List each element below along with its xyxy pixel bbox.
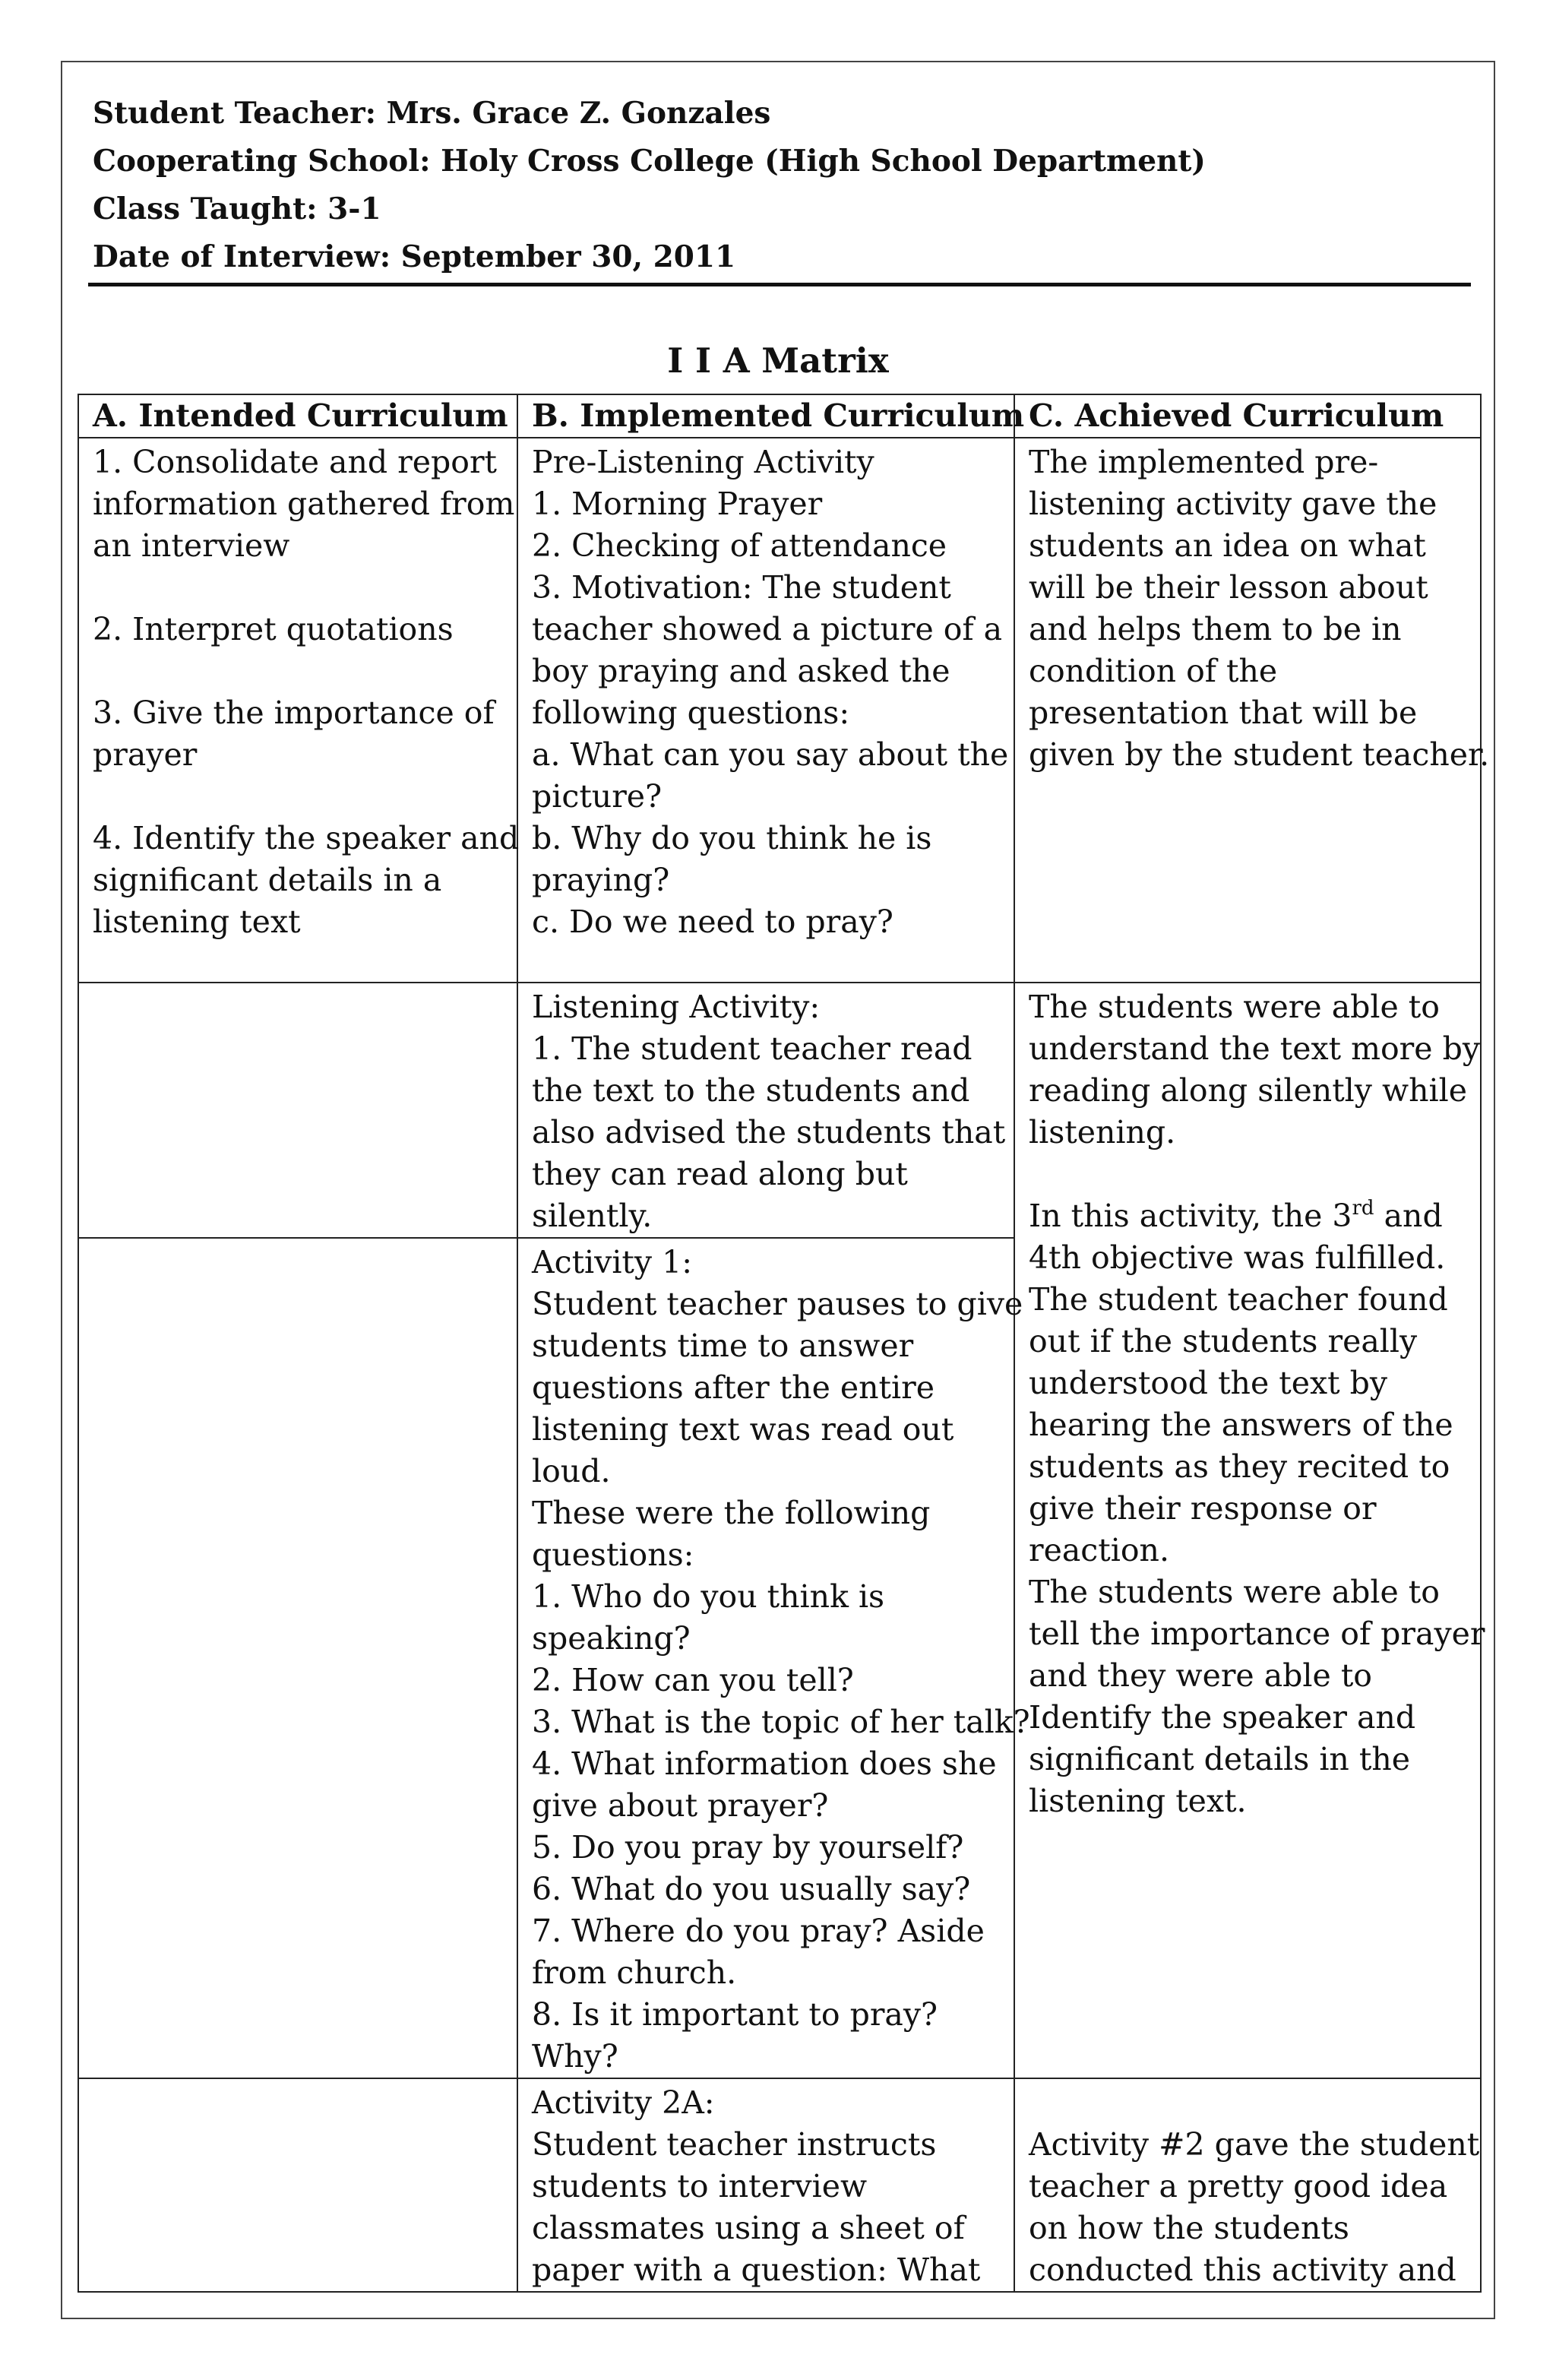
table-row bbox=[78, 438, 1481, 983]
text-line: Activity 2A: bbox=[532, 2084, 715, 2121]
text-line: Why? bbox=[532, 2038, 618, 2075]
text-line: students to interview bbox=[532, 2168, 868, 2204]
text-line: 6. What do you usually say? bbox=[532, 1871, 971, 1907]
text-line: teacher showed a picture of a bbox=[532, 611, 1003, 647]
text-line: These were the following bbox=[532, 1495, 931, 1531]
text-line: Activity #2 gave the student bbox=[1029, 2126, 1480, 2163]
student-teacher-line: Student Teacher: Mrs. Grace Z. Gonzales bbox=[93, 96, 771, 131]
text-line: give their response or bbox=[1029, 1490, 1377, 1527]
text-line: The implemented pre- bbox=[1029, 444, 1379, 480]
text-line: reaction. bbox=[1029, 1532, 1169, 1568]
text-line: Listening Activity: bbox=[532, 989, 821, 1025]
text-line: presentation that will be bbox=[1029, 695, 1418, 731]
text-line: condition of the bbox=[1029, 653, 1278, 689]
listening-achieved-cell bbox=[1014, 983, 1485, 2078]
class-taught-line: Class Taught: 3-1 bbox=[93, 191, 381, 226]
table-row bbox=[78, 983, 1481, 1238]
column-header-implemented: B. Implemented Curriculum bbox=[517, 394, 1014, 438]
iia-matrix-table bbox=[77, 394, 1490, 2293]
text-line: hearing the answers of the bbox=[1029, 1407, 1453, 1443]
cooperating-school-line: Cooperating School: Holy Cross College (High School Department) bbox=[93, 144, 1206, 179]
text-line: following questions: bbox=[532, 695, 850, 731]
text-line: tell the importance of prayer bbox=[1029, 1616, 1485, 1652]
document-header bbox=[93, 90, 1468, 281]
text-line: 3. Give the importance of bbox=[93, 695, 495, 731]
activity-1-cell bbox=[517, 1238, 1030, 2078]
text-line: information gathered from bbox=[93, 486, 515, 522]
text-line: speaking? bbox=[532, 1620, 691, 1657]
text-line: Identify the speaker and bbox=[1029, 1699, 1416, 1736]
activity-2-achieved-cell bbox=[1014, 2078, 1481, 2292]
text-line: students time to answer bbox=[532, 1328, 914, 1364]
text-line: a. What can you say about the bbox=[532, 736, 1009, 773]
text-line: Pre-Listening Activity bbox=[532, 444, 874, 480]
text-line: praying? bbox=[532, 862, 670, 898]
text-line: picture? bbox=[532, 778, 663, 815]
text-line: questions after the entire bbox=[532, 1369, 935, 1406]
text-line: listening. bbox=[1029, 1114, 1176, 1150]
column-header-achieved: C. Achieved Curriculum bbox=[1014, 394, 1481, 438]
text-line: 1. Morning Prayer bbox=[532, 486, 823, 522]
date-of-interview-line: Date of Interview: September 30, 2011 bbox=[93, 239, 736, 274]
text-line: paper with a question: What bbox=[532, 2252, 981, 2288]
listening-activity-cell bbox=[517, 983, 1014, 1238]
text-line: 4. Identify the speaker and bbox=[93, 820, 520, 856]
text-line: the text to the students and bbox=[532, 1072, 970, 1109]
text-line: 4. What information does she bbox=[532, 1745, 997, 1782]
matrix-title: I I A Matrix bbox=[667, 340, 889, 381]
text-line: teacher a pretty good idea bbox=[1029, 2168, 1448, 2204]
text-line: they can read along but bbox=[532, 1156, 908, 1192]
text-line: c. Do we need to pray? bbox=[532, 904, 893, 940]
empty-intended-cell bbox=[78, 983, 517, 1238]
text-line: 5. Do you pray by yourself? bbox=[532, 1829, 964, 1866]
ordinal-superscript: rd bbox=[1352, 1197, 1374, 1220]
column-header-intended: A. Intended Curriculum bbox=[78, 394, 517, 438]
table-header-row bbox=[78, 394, 1481, 438]
text-line: given by the student teacher. bbox=[1029, 736, 1490, 773]
text-line: and they were able to bbox=[1029, 1657, 1372, 1694]
text-line: boy praying and asked the bbox=[532, 653, 950, 689]
intended-objectives-cell bbox=[78, 438, 520, 983]
text-line: understand the text more by bbox=[1029, 1030, 1480, 1067]
text-line: conducted this activity and bbox=[1029, 2252, 1456, 2288]
text-line: from church. bbox=[532, 1954, 737, 1991]
text-line: an interview bbox=[93, 527, 290, 564]
empty-intended-cell bbox=[78, 2078, 517, 2292]
objective-prefix: In this activity, the 3 bbox=[1029, 1198, 1352, 1234]
objective-suffix: and bbox=[1374, 1198, 1443, 1234]
text-line: questions: bbox=[532, 1537, 694, 1573]
text-line: 3. Motivation: The student bbox=[532, 569, 951, 606]
empty-intended-cell bbox=[78, 1238, 517, 2078]
text-line: The students were able to bbox=[1029, 1574, 1440, 1610]
text-line: listening text. bbox=[1029, 1783, 1247, 1819]
table-row bbox=[78, 2078, 1481, 2292]
text-line: 3. What is the topic of her talk? bbox=[532, 1704, 1030, 1740]
text-line: silently. bbox=[532, 1198, 653, 1234]
text-line: Activity 1: bbox=[532, 1244, 693, 1280]
text-line: listening activity gave the bbox=[1029, 486, 1437, 522]
text-line: reading along silently while bbox=[1029, 1072, 1467, 1109]
text-line: 1. Who do you think is bbox=[532, 1578, 885, 1615]
text-line: listening text was read out bbox=[532, 1411, 954, 1448]
pre-listening-activity-cell bbox=[517, 438, 1014, 983]
text-line: 7. Where do you pray? Aside bbox=[532, 1913, 985, 1949]
text-line: 4th objective was fulfilled. bbox=[1029, 1239, 1446, 1276]
text-line: loud. bbox=[532, 1453, 611, 1489]
text-line: 2. How can you tell? bbox=[532, 1662, 854, 1698]
text-line: 8. Is it important to pray? bbox=[532, 1996, 938, 2033]
text-line: The student teacher found bbox=[1029, 1281, 1448, 1318]
text-line: 1. Consolidate and report bbox=[93, 444, 498, 480]
activity-2a-cell bbox=[517, 2078, 1014, 2292]
text-line: give about prayer? bbox=[532, 1787, 829, 1824]
text-line: listening text bbox=[93, 904, 301, 940]
text-line: significant details in the bbox=[1029, 1741, 1411, 1777]
text-line: The students were able to bbox=[1029, 989, 1440, 1025]
text-line: and helps them to be in bbox=[1029, 611, 1402, 647]
text-line: b. Why do you think he is bbox=[532, 820, 932, 856]
text-line: 2. Interpret quotations bbox=[93, 611, 454, 647]
text-line: 1. The student teacher read bbox=[532, 1030, 972, 1067]
header-divider bbox=[88, 283, 1471, 286]
text-line: Student teacher pauses to give bbox=[532, 1286, 1023, 1322]
text-line: also advised the students that bbox=[532, 1114, 1006, 1150]
text-line: students as they recited to bbox=[1029, 1448, 1450, 1485]
text-line: significant details in a bbox=[93, 862, 442, 898]
text-line: classmates using a sheet of bbox=[532, 2210, 965, 2246]
objective-fulfilled-line bbox=[1029, 1195, 1466, 1237]
text-line: will be their lesson about bbox=[1029, 569, 1428, 606]
text-line: prayer bbox=[93, 736, 198, 773]
pre-listening-achieved-cell bbox=[1014, 438, 1490, 983]
text-line: out if the students really bbox=[1029, 1323, 1418, 1359]
text-line: Student teacher instructs bbox=[532, 2126, 937, 2163]
text-line: students an idea on what bbox=[1029, 527, 1426, 564]
text-line: understood the text by bbox=[1029, 1365, 1388, 1401]
text-line: 2. Checking of attendance bbox=[532, 527, 947, 564]
text-line: on how the students bbox=[1029, 2210, 1349, 2246]
